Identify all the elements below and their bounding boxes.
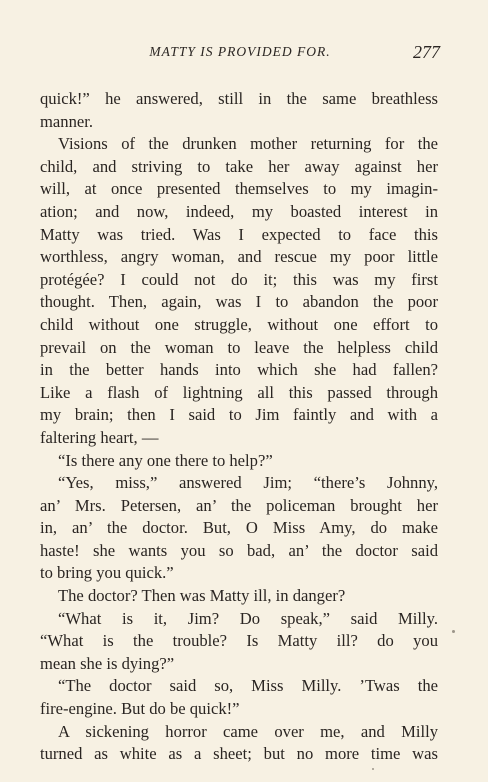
ink-speck — [452, 630, 455, 633]
text-line: quick!” he answered, still in the same breathless — [40, 89, 438, 108]
page-number: 277 — [413, 42, 440, 62]
text-line: haste! she wants you so bad, an’ the doctor said — [40, 540, 438, 560]
body-text — [40, 88, 438, 766]
text-line: child without one struggle, without one effort to — [40, 314, 438, 334]
text-line: ation; and now, indeed, my boasted interest in — [40, 201, 438, 221]
text-line: fire-engine. But do be quick!” — [40, 699, 240, 719]
text-line: an’ Mrs. Petersen, an’ the policeman brought her — [40, 495, 438, 515]
text-line: protégée? I could not do it; this was my first — [40, 269, 438, 289]
text-line: my brain; then I said to Jim faintly and with a — [40, 405, 438, 425]
text-line: in, an’ the doctor. But, O Miss Amy, do make — [40, 518, 438, 538]
text-line: mean she is dying?” — [40, 653, 175, 673]
text-line: turned as white as a sheet; but no more time was — [40, 744, 438, 764]
text-line: “The doctor said so, Miss Milly. ’Twas the — [58, 676, 438, 696]
running-title: MATTY IS PROVIDED FOR. — [149, 44, 331, 59]
page-header — [40, 44, 440, 68]
text-line: will, at once presented themselves to my imagin- — [40, 179, 438, 199]
text-line: worthless, angry woman, and rescue my poor little — [40, 247, 438, 267]
text-line: faltering heart, — — [40, 427, 159, 447]
text-line: The doctor? Then was Matty ill, in danger? — [58, 586, 346, 606]
text-line: manner. — [40, 111, 93, 131]
ink-speck — [372, 768, 374, 770]
text-line: prevail on the woman to leave the helpless child — [40, 337, 438, 357]
text-line: Like a flash of lightning all this passed through — [40, 382, 438, 402]
text-line: child, and striving to take her away against her — [40, 156, 438, 176]
text-line: “What is it, Jim? Do speak,” said Milly. — [58, 608, 438, 628]
text-line: “Is there any one there to help?” — [58, 450, 273, 470]
text-line: thought. Then, again, was I to abandon the poor — [40, 292, 438, 312]
text-line: A sickening horror came over me, and Milly — [58, 721, 438, 741]
text-line: to bring you quick.” — [40, 563, 174, 583]
text-line: Visions of the drunken mother returning for the — [58, 134, 438, 154]
text-line: in the better hands into which she had fallen? — [40, 360, 438, 380]
text-line: “Yes, miss,” answered Jim; “there’s Johnny, — [58, 473, 438, 493]
text-line: “What is the trouble? Is Matty ill? do you — [40, 631, 438, 651]
text-line: Matty was tried. Was I expected to face this — [40, 224, 438, 244]
